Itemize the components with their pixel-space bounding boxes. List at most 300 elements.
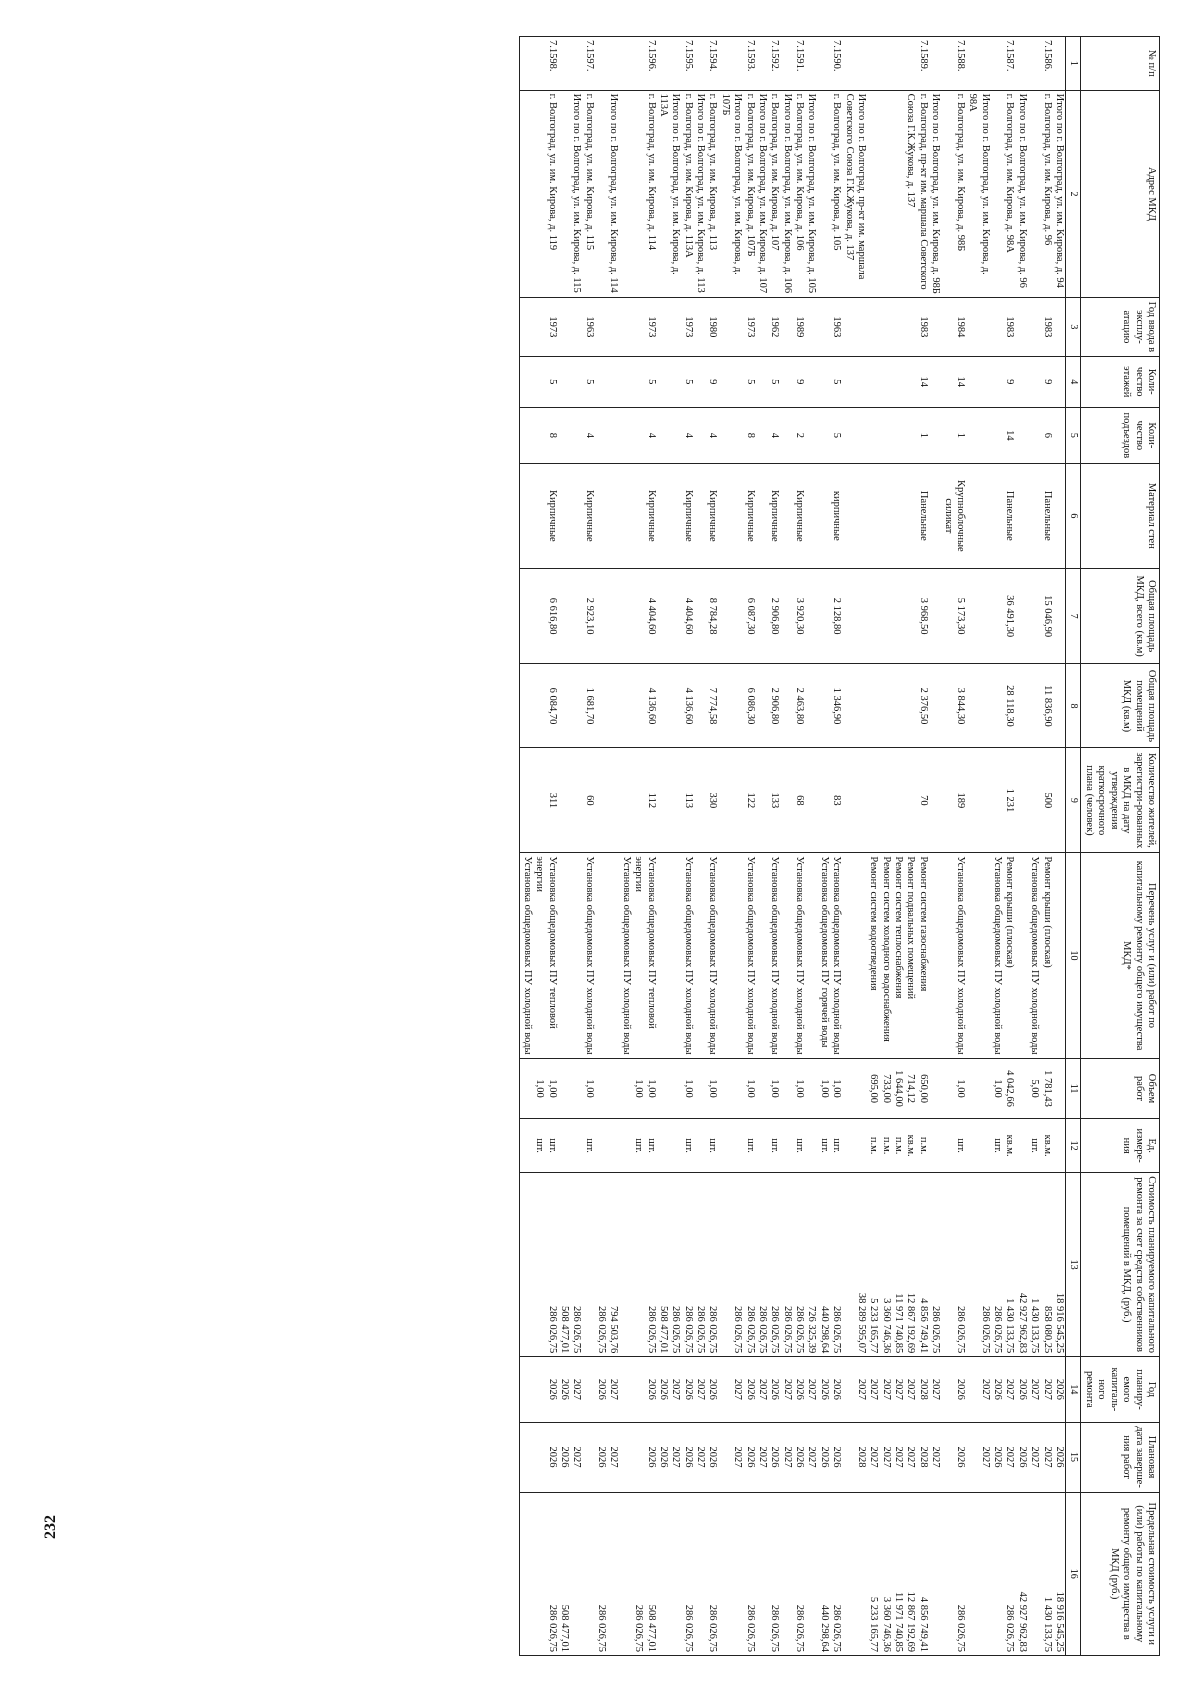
rooms-area-cell: [805, 664, 817, 748]
unit-cell: [867, 1119, 929, 1173]
header-cell: № п/п: [1080, 37, 1159, 91]
rooms-area-cell: 2 906,80: [768, 664, 780, 748]
cost-cell: [817, 1172, 842, 1356]
material-cell: Панельные: [1028, 463, 1053, 568]
row-number-cell: [756, 37, 768, 91]
material-cell: [842, 463, 867, 568]
address-cell: г. Волгоград, ул. им. Кирова, д. 114: [619, 90, 656, 298]
cost-line: 726 325,39: [806, 1306, 818, 1354]
works-cell: [756, 853, 768, 1058]
unit-cell: [991, 1119, 1016, 1173]
address-cell: г. Волгоград, ул. им. Кирова, д. 107Б: [743, 90, 755, 298]
repair-year-line: 2027: [855, 1378, 867, 1400]
total-area-cell: [966, 568, 991, 664]
address-cell: Итого по г. Волгоград, ул. им. Кирова, д. 106: [780, 90, 792, 298]
column-number: 5: [1065, 407, 1080, 463]
volume-line: 695,00: [868, 1074, 880, 1103]
cost-cell: [681, 1172, 693, 1356]
unit-cell: [817, 1119, 842, 1173]
year-cell: [718, 298, 743, 356]
total-row: [558, 37, 583, 1656]
total-area-cell: [595, 568, 620, 664]
row-number-cell: 7.1592.: [768, 37, 780, 91]
address-cell: Итого по г. Волгоград, ул. им. Кирова, д. 98Б: [929, 90, 941, 298]
rooms-area-cell: [756, 664, 768, 748]
repair-year-line: 2026: [558, 1378, 570, 1400]
unit-cell: [929, 1119, 941, 1173]
end-date-line: 2027: [979, 1446, 991, 1468]
works-line: Установка общедомовых ПУ холодной воды: [682, 856, 694, 1055]
residents-cell: 500: [1028, 748, 1053, 853]
entrances-cell: 4: [619, 407, 656, 463]
works-line: Ремонт систем холодного водоснабжения: [880, 856, 892, 1042]
unit-line: шт.: [769, 1138, 781, 1153]
cost-cell: [966, 1172, 991, 1356]
row-number-cell: [966, 37, 991, 91]
repair-year-line: 2026: [818, 1378, 830, 1400]
repair-year-line: 2027: [880, 1378, 892, 1400]
rooms-area-cell: 4 136,60: [681, 664, 693, 748]
unit-line: шт.: [645, 1138, 657, 1153]
unit-cell: [768, 1119, 780, 1173]
material-cell: [1015, 463, 1027, 568]
unit-line: п.м.: [917, 1136, 929, 1155]
unit-cell: [558, 1119, 583, 1173]
floors-cell: [718, 356, 743, 407]
cost-cell: [595, 1172, 620, 1356]
entrances-cell: 6: [1028, 407, 1053, 463]
floors-cell: [780, 356, 792, 407]
year-cell: [595, 298, 620, 356]
residents-cell: 83: [817, 748, 842, 853]
floors-cell: [842, 356, 867, 407]
volume-cell: [991, 1058, 1016, 1119]
end-date-line: 2026: [818, 1446, 830, 1468]
floors-cell: 5: [619, 356, 656, 407]
year-cell: [842, 298, 867, 356]
row-number-cell: [929, 37, 941, 91]
rooms-area-cell: [966, 664, 991, 748]
rooms-area-cell: 7 774,58: [706, 664, 718, 748]
works-line: Ремонт систем теплоснабжения: [893, 856, 905, 999]
unit-line: шт.: [1029, 1138, 1041, 1153]
cost-line: 12 867 192,69: [905, 1292, 917, 1354]
repair-year-line: 2026: [769, 1378, 781, 1400]
row-number-cell: 7.1586.: [1028, 37, 1053, 91]
year-cell: 1984: [941, 298, 966, 356]
end-date-line: 2026: [1016, 1446, 1028, 1468]
material-cell: Кирпичные: [582, 463, 594, 568]
volume-line: 1,00: [546, 1079, 558, 1098]
rooms-area-cell: [595, 664, 620, 748]
volume-line: 1,00: [992, 1079, 1004, 1098]
repair-year-line: 2027: [571, 1378, 583, 1400]
cost-cell: [780, 1172, 792, 1356]
end-date-line: 2027: [1004, 1446, 1016, 1468]
works-cell: [718, 853, 743, 1058]
rooms-area-cell: 2 463,80: [793, 664, 805, 748]
residents-cell: [657, 748, 682, 853]
repair-year-line: 2026: [707, 1378, 719, 1400]
total-area-cell: [1053, 568, 1066, 664]
limit-cost-line: 42 927 962,83: [1016, 1591, 1028, 1652]
cost-line: 440 298,64: [818, 1306, 830, 1354]
entrances-cell: [595, 407, 620, 463]
limit-cost-line: [978, 1496, 990, 1652]
end-date-cell: [520, 1422, 558, 1492]
limit-cost-line: 3 360 746,36: [880, 1596, 892, 1652]
floors-cell: 5: [743, 356, 755, 407]
rooms-area-cell: 1 346,90: [817, 664, 842, 748]
cost-line: 18 916 545,25: [1053, 1292, 1065, 1354]
header-cell: Материал стен: [1080, 463, 1159, 568]
volume-cell: [681, 1058, 693, 1119]
material-cell: [558, 463, 583, 568]
floors-cell: [657, 356, 682, 407]
row-number-cell: [595, 37, 620, 91]
works-line: Установка общедомовых ПУ холодной воды: [620, 856, 632, 1055]
repair-year-line: 2026: [1053, 1378, 1065, 1400]
total-row: [756, 37, 768, 1656]
residents-cell: [966, 748, 991, 853]
cost-line: 286 026,75: [732, 1306, 744, 1354]
unit-cell: [805, 1119, 817, 1173]
repair-year-line: 2027: [756, 1378, 768, 1400]
material-cell: Кирпичные: [520, 463, 558, 568]
unit-line: кв.м.: [1004, 1134, 1016, 1157]
unit-cell: [694, 1119, 706, 1173]
cost-cell: [706, 1172, 718, 1356]
volume-line: 1,00: [954, 1079, 966, 1098]
material-cell: [694, 463, 706, 568]
material-cell: Кирпичные: [619, 463, 656, 568]
limit-cost-line: 18 916 545,25: [1053, 1591, 1065, 1652]
cost-line: 286 026,75: [769, 1306, 781, 1354]
header-cell: Общая площадь помещений МКД (кв.м): [1080, 664, 1159, 748]
residents-cell: [1015, 748, 1027, 853]
repair-year-cell: [756, 1357, 768, 1422]
end-date-cell: [817, 1422, 842, 1492]
residents-cell: [842, 748, 867, 853]
cost-line: 3 360 746,36: [880, 1298, 892, 1354]
address-cell: г. Волгоград, ул. им. Кирова, д. 107: [768, 90, 780, 298]
end-date-line: 2026: [707, 1446, 719, 1468]
repair-year-cell: [657, 1357, 682, 1422]
total-area-cell: 2 128,80: [817, 568, 842, 664]
unit-cell: [681, 1119, 693, 1173]
residents-cell: 189: [941, 748, 966, 853]
repair-year-cell: [966, 1357, 991, 1422]
end-date-line: 2026: [682, 1446, 694, 1468]
column-number: 11: [1065, 1058, 1080, 1119]
repair-year-line: 2027: [781, 1378, 793, 1400]
repair-year-cell: [991, 1357, 1016, 1422]
cost-line: 286 026,75: [682, 1306, 694, 1354]
rooms-area-cell: 11 836,90: [1028, 664, 1053, 748]
repair-year-cell: [867, 1357, 929, 1422]
cost-line: 286 026,75: [645, 1306, 657, 1354]
unit-line: шт.: [954, 1138, 966, 1153]
end-date-cell: [694, 1422, 706, 1492]
volume-cell: [929, 1058, 941, 1119]
repair-year-line: 2027: [695, 1378, 707, 1400]
year-cell: 1962: [768, 298, 780, 356]
floors-cell: [694, 356, 706, 407]
works-cell: [966, 853, 991, 1058]
year-cell: 1963: [817, 298, 842, 356]
limit-cost-line: 286 026,75: [707, 1604, 719, 1652]
volume-cell: [718, 1058, 743, 1119]
header-cell: Перечень услуг и (или) работ по капитальному ремонту общего имущества МКД*: [1080, 853, 1159, 1058]
cost-line: 508 477,01: [657, 1306, 669, 1354]
cost-line: 286 026,75: [571, 1306, 583, 1354]
repair-year-line: 2028: [917, 1378, 929, 1400]
end-date-cell: [780, 1422, 792, 1492]
repair-year-line: 2026: [596, 1378, 608, 1400]
residents-cell: [1053, 748, 1066, 853]
end-date-line: 2028: [917, 1446, 929, 1468]
material-cell: [929, 463, 941, 568]
repair-year-line: 2026: [954, 1378, 966, 1400]
limit-cost-line: [780, 1496, 792, 1652]
address-cell: Итого по г. Волгоград, ул. им. Кирова, д. 94: [1053, 90, 1066, 298]
row-number-cell: 7.1593.: [743, 37, 755, 91]
column-number: 9: [1065, 748, 1080, 853]
volume-cell: [867, 1058, 929, 1119]
end-date-line: 2027: [571, 1446, 583, 1468]
rooms-area-cell: [558, 664, 583, 748]
end-date-line: 2026: [954, 1446, 966, 1468]
cost-line: 286 026,75: [954, 1306, 966, 1354]
works-cell: [694, 853, 706, 1058]
repair-year-cell: [817, 1357, 842, 1422]
repair-year-line: 2026: [546, 1378, 558, 1400]
total-row: [1053, 37, 1066, 1656]
works-cell: [743, 853, 755, 1058]
total-row: [694, 37, 706, 1656]
column-number-row: [1065, 37, 1080, 1656]
cost-line: 794 503,76: [608, 1306, 620, 1354]
material-cell: [780, 463, 792, 568]
repair-year-cell: [941, 1357, 966, 1422]
unit-line: кв.м.: [1041, 1134, 1053, 1157]
address-cell: Итого по г. Волгоград, ул. им. Кирова, д. 113: [694, 90, 706, 298]
row-number-cell: 7.1587.: [991, 37, 1016, 91]
rooms-area-cell: [718, 664, 743, 748]
volume-line: 1 644,00: [893, 1070, 905, 1107]
header-cell: Ед. измере-ния: [1080, 1119, 1159, 1173]
residents-cell: 133: [768, 748, 780, 853]
total-area-cell: 5 173,30: [941, 568, 966, 664]
end-date-cell: [558, 1422, 583, 1492]
total-area-cell: 15 046,90: [1028, 568, 1053, 664]
residents-cell: 68: [793, 748, 805, 853]
limit-cost-line: 286 026,75: [744, 1604, 756, 1652]
volume-cell: [842, 1058, 867, 1119]
column-number: 1: [1065, 37, 1080, 91]
limit-cost-cell: [595, 1492, 620, 1655]
year-cell: 1973: [619, 298, 656, 356]
works-line: Установка общедомовых ПУ холодной воды: [583, 856, 595, 1055]
end-date-cell: [743, 1422, 755, 1492]
floors-cell: [1015, 356, 1027, 407]
works-cell: [619, 853, 656, 1058]
end-date-line: 2027: [695, 1446, 707, 1468]
table-row: [619, 37, 656, 1656]
end-date-line: 2026: [744, 1446, 756, 1468]
works-cell: [582, 853, 594, 1058]
end-date-line: 2026: [657, 1446, 669, 1468]
address-cell: Итого по г. Волгоград, ул. им. Кирова, д. 96: [1015, 90, 1027, 298]
limit-cost-line: 286 026,75: [794, 1604, 806, 1652]
row-number-cell: 7.1594.: [706, 37, 718, 91]
end-date-line: 2027: [893, 1446, 905, 1468]
works-line: Установка общедомовых ПУ холодной воды: [1029, 856, 1041, 1055]
entrances-cell: [966, 407, 991, 463]
unit-line: п.м.: [868, 1136, 880, 1155]
unit-line: шт.: [794, 1138, 806, 1153]
cost-cell: [756, 1172, 768, 1356]
unit-line: шт.: [707, 1138, 719, 1153]
end-date-line: 2028: [855, 1446, 867, 1468]
entrances-cell: 8: [520, 407, 558, 463]
works-cell: [817, 853, 842, 1058]
residents-cell: 60: [582, 748, 594, 853]
floors-cell: [805, 356, 817, 407]
material-cell: Кирпичные: [706, 463, 718, 568]
row-number-cell: [718, 37, 743, 91]
end-date-line: 2027: [930, 1446, 942, 1468]
table-row: [582, 37, 594, 1656]
rooms-area-cell: 1 681,70: [582, 664, 594, 748]
works-cell: [657, 853, 682, 1058]
repair-year-cell: [842, 1357, 867, 1422]
material-cell: [1053, 463, 1066, 568]
limit-cost-cell: [694, 1492, 706, 1655]
works-cell: [867, 853, 929, 1058]
table-row: [768, 37, 780, 1656]
works-cell: [1053, 853, 1066, 1058]
works-line: Установка общедомовых ПУ тепловой энергии: [534, 856, 558, 1029]
limit-cost-cell: [966, 1492, 991, 1655]
limit-cost-line: 5 233 165,77: [868, 1596, 880, 1652]
floors-cell: [558, 356, 583, 407]
limit-cost-cell: [941, 1492, 966, 1655]
header-cell: Коли-чество этажей: [1080, 356, 1159, 407]
capital-repair-table: [519, 36, 1160, 1656]
unit-line: кв.м.: [905, 1134, 917, 1157]
address-cell: г. Волгоград, ул. им. Кирова, д. 119: [520, 90, 558, 298]
floors-cell: [595, 356, 620, 407]
limit-cost-line: [694, 1496, 706, 1652]
row-number-cell: 7.1597.: [582, 37, 594, 91]
total-area-cell: 3 920,30: [793, 568, 805, 664]
limit-cost-line: [929, 1496, 941, 1652]
year-cell: [780, 298, 792, 356]
row-number-cell: [805, 37, 817, 91]
repair-year-line: 2026: [831, 1378, 843, 1400]
repair-year-cell: [1053, 1357, 1066, 1422]
cost-line: 286 026,75: [979, 1306, 991, 1354]
repair-year-line: 2027: [670, 1378, 682, 1400]
material-cell: Кирпичные: [768, 463, 780, 568]
cost-line: 1 430 133,75: [1004, 1298, 1016, 1354]
total-area-cell: [929, 568, 941, 664]
row-number-cell: [558, 37, 583, 91]
unit-line: шт.: [583, 1138, 595, 1153]
cost-line: 1 430 133,75: [1029, 1298, 1041, 1354]
repair-year-line: 2026: [1016, 1378, 1028, 1400]
cost-cell: [867, 1172, 929, 1356]
cost-line: 5 233 165,77: [868, 1298, 880, 1354]
repair-year-line: 2027: [1041, 1378, 1053, 1400]
entrances-cell: 8: [743, 407, 755, 463]
repair-year-cell: [768, 1357, 780, 1422]
volume-line: 1,00: [831, 1079, 843, 1098]
total-row: [929, 37, 941, 1656]
repair-year-cell: [595, 1357, 620, 1422]
year-cell: 1973: [520, 298, 558, 356]
floors-cell: 14: [941, 356, 966, 407]
repair-year-line: 2026: [794, 1378, 806, 1400]
residents-cell: [780, 748, 792, 853]
year-cell: [756, 298, 768, 356]
header-cell: Год ввода в эксплу-атацию: [1080, 298, 1159, 356]
unit-cell: [756, 1119, 768, 1173]
volume-line: 1,00: [769, 1079, 781, 1098]
end-date-line: 2027: [880, 1446, 892, 1468]
limit-cost-line: 286 026,75: [831, 1604, 843, 1652]
limit-cost-line: 286 026,75: [682, 1604, 694, 1652]
year-cell: 1973: [743, 298, 755, 356]
cost-cell: [1028, 1172, 1053, 1356]
entrances-cell: 14: [991, 407, 1016, 463]
works-cell: [558, 853, 583, 1058]
works-line: Ремонт систем газоснабжения: [917, 856, 929, 992]
material-cell: Кирпичные: [743, 463, 755, 568]
address-cell: Итого по г. Волгоград, ул. им. Кирова, д. 107: [756, 90, 768, 298]
table-row: [941, 37, 966, 1656]
volume-cell: [520, 1058, 558, 1119]
end-date-cell: [842, 1422, 867, 1492]
volume-cell: [595, 1058, 620, 1119]
header-cell: Плановая дата заверше-ния работ: [1080, 1422, 1159, 1492]
limit-cost-line: 286 026,75: [633, 1604, 645, 1652]
limit-cost-line: 286 026,75: [546, 1604, 558, 1652]
entrances-cell: [842, 407, 867, 463]
row-number-cell: 7.1590.: [817, 37, 842, 91]
limit-cost-cell: [706, 1492, 718, 1655]
cost-cell: [805, 1172, 817, 1356]
repair-year-line: 2026: [657, 1378, 669, 1400]
volume-cell: [793, 1058, 805, 1119]
material-cell: Панельные: [991, 463, 1016, 568]
volume-cell: [1015, 1058, 1027, 1119]
rooms-area-cell: [1053, 664, 1066, 748]
limit-cost-line: 12 867 192,69: [905, 1591, 917, 1652]
limit-cost-cell: [805, 1492, 817, 1655]
unit-cell: [1028, 1119, 1053, 1173]
limit-cost-line: 286 026,75: [769, 1604, 781, 1652]
end-date-cell: [793, 1422, 805, 1492]
table-row: [867, 37, 929, 1656]
entrances-cell: [780, 407, 792, 463]
residents-cell: [718, 748, 743, 853]
total-area-cell: 3 968,50: [867, 568, 929, 664]
column-number: 2: [1065, 90, 1080, 298]
unit-line: шт.: [633, 1138, 645, 1153]
works-line: Установка общедомовых ПУ холодной воды: [831, 856, 843, 1055]
